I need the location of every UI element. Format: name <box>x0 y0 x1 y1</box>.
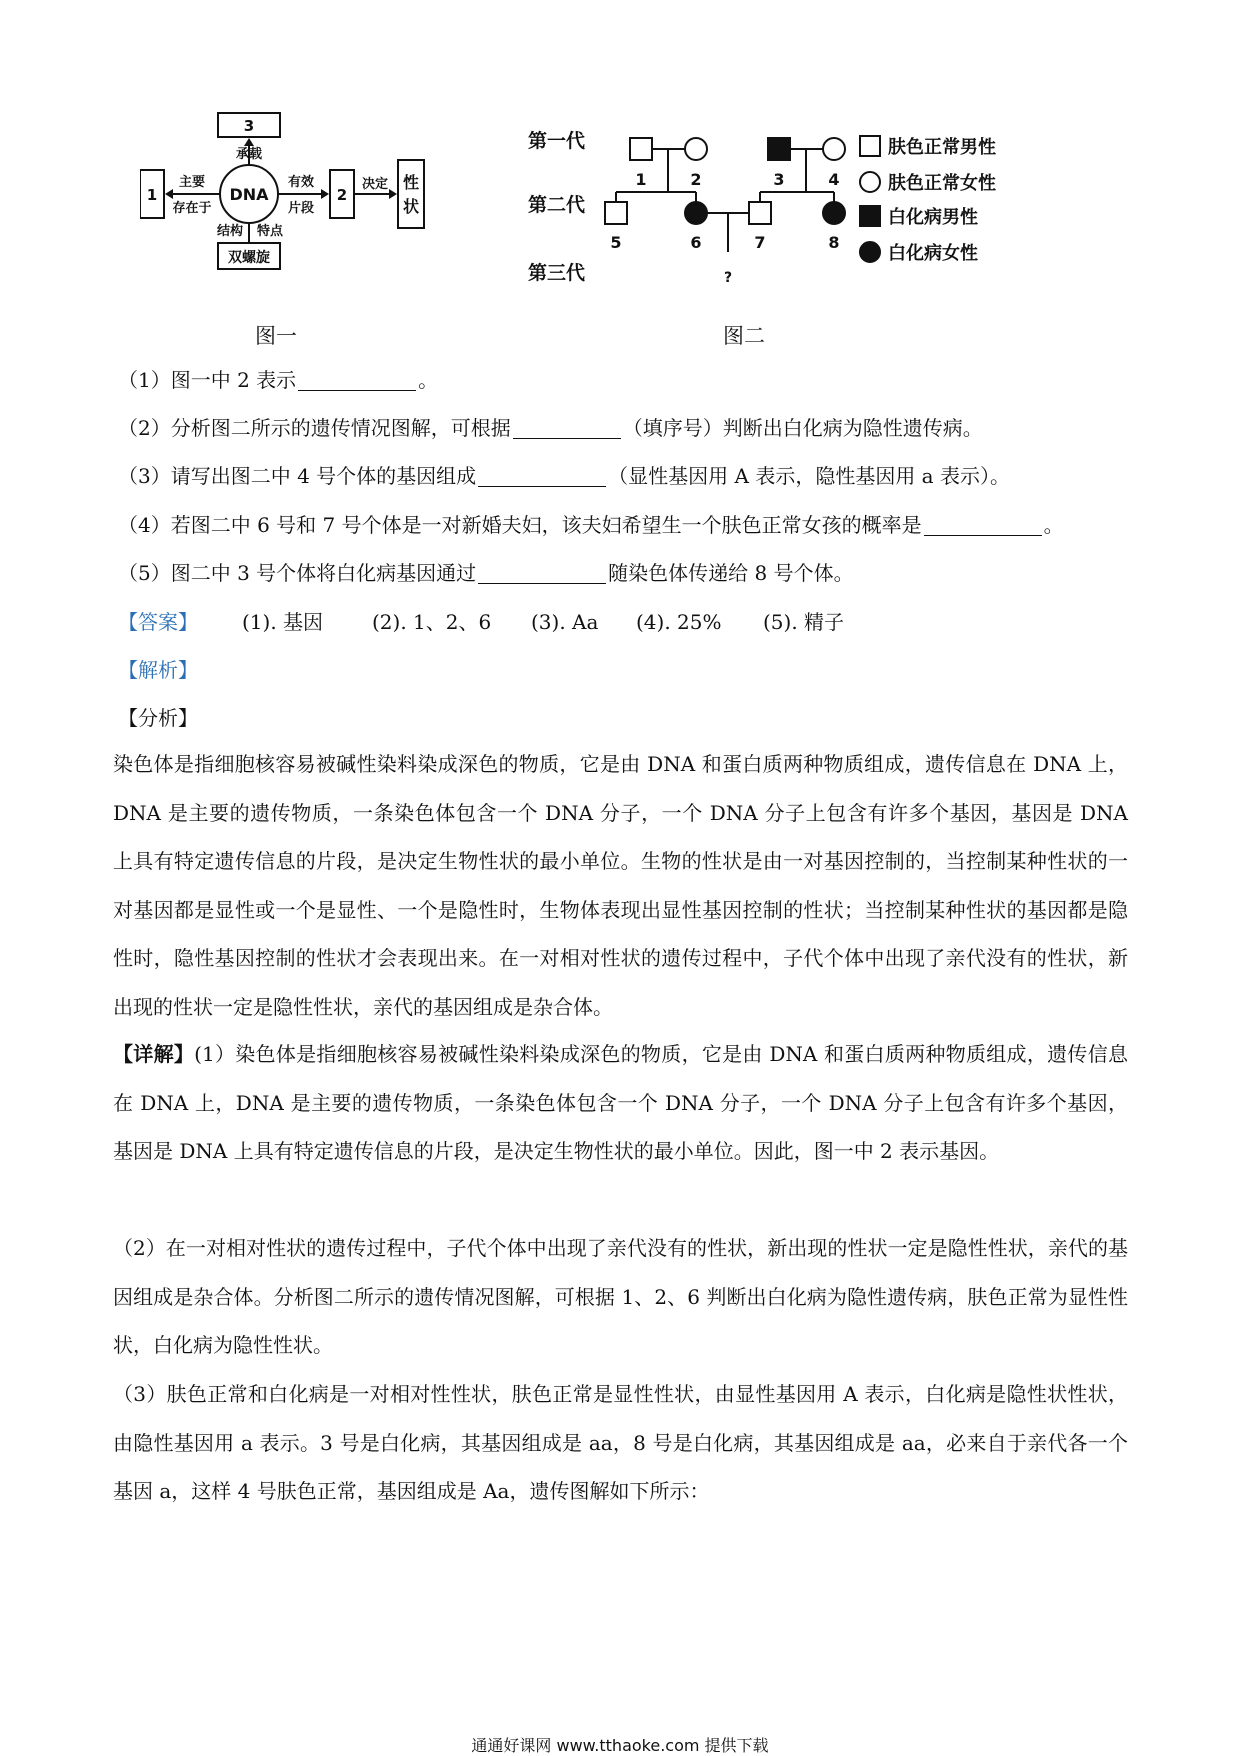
effective-label-1: 有效 <box>287 175 315 190</box>
question-3-text: （3）请写出图二中 4 号个体的基因组成 <box>118 464 477 488</box>
legend-normal-male: 肤色正常男性 <box>888 137 996 158</box>
analysis-paragraph: 染色体是指细胞核容易被碱性染料染成深色的物质，它是由 DNA 和蛋白质两种物质组成，遗传信息在 DNA 上，DNA 是主要的遗传物质，一条染色体包含一个 DNA 分子，一个 DNA 分子上包含有许多个基因，基因是 DNA 上具有特定遗传信息的片段，是决定生物性状的最小单位。生物的性状是由一对基因控制的，当控制某种性状的一对基因都是显性或一个是显性、一个是隐性时，生物体表现出显性基因控制的性状；当控制某种性状的基因都是隐性时，隐性基因控制的性状才会表现出来。在一对相对性状的遗传过程中，子代个体中出现了亲代没有的性状，新出现的性状一定是隐性性状，亲代的基因组成是杂合体。 <box>113 752 1128 1019</box>
trait-box <box>398 160 424 228</box>
legend-albino-male-icon <box>860 206 880 226</box>
label-2: 2 <box>690 170 702 189</box>
individual-7-normal-male <box>749 202 771 224</box>
figure-2-pedigree <box>520 122 1020 292</box>
feature-label: 特点 <box>256 224 284 239</box>
legend-albino-male: 白化病男性 <box>888 207 978 228</box>
question-1-text: （1）图一中 2 表示 <box>118 368 297 392</box>
detail-1-text: (1）染色体是指细胞核容易被碱性染料染成深色的物质，它是由 DNA 和蛋白质两种物质组成，遗传信息在 DNA 上，DNA 是主要的遗传物质，一条染色体包含一个 DNA 分子，一个 DNA 分子上包含有许多个基因，基因是 DNA 上具有特定遗传信息的片段，是决定生物性状的最小单位。因此，图一中 2 表示基因。 <box>113 1042 1128 1163</box>
box-3-label: 3 <box>243 117 255 135</box>
answer-item-3: (3). Aa <box>531 610 599 634</box>
main-label-2: 存在于 <box>172 201 212 216</box>
answer-item-4: (4). 25% <box>636 610 722 634</box>
structure-label: 结构 <box>216 224 244 239</box>
question-4-text: （4）若图二中 6 号和 7 号个体是一对新婚夫妇，该夫妇希望生一个肤色正常女孩的概率是 <box>118 513 922 537</box>
label-8: 8 <box>828 233 840 252</box>
jiexi-tag: 【解析】 <box>118 658 198 682</box>
question-3 <box>118 461 1010 491</box>
question-4 <box>118 510 1064 540</box>
question-1-end: 。 <box>418 368 439 392</box>
question-3-end: （显性基因用 A 表示，隐性基因用 a 表示）。 <box>608 464 1010 488</box>
label-7: 7 <box>754 233 766 252</box>
individual-3-albino-male <box>768 138 790 160</box>
individual-2-normal-female <box>685 138 707 160</box>
label-1: 1 <box>635 170 647 189</box>
label-6: 6 <box>690 233 702 252</box>
trait-label-2: 状 <box>402 197 420 216</box>
answer-item-5: (5). 精子 <box>763 610 845 634</box>
detail-paragraph-3: （3）肤色正常和白化病是一对相对性性状，肤色正常是显性性状，由显性基因用 A 表示，白化病是隐性状性状，由隐性基因用 a 表示。3 号是白化病，其基因组成是 aa，8 号是白化病，其基因组成是 aa，必来自于亲代各一个基因 a，这样 4 号肤色正常，基因组成是 Aa，遗传图解如下所示： <box>113 1382 1128 1503</box>
question-5-end: 随染色体传递给 8 号个体。 <box>608 561 854 585</box>
question-2 <box>118 413 983 443</box>
answer-blank-3 <box>478 466 606 487</box>
legend-albino-female-icon <box>860 242 880 262</box>
legend-normal-female-icon <box>860 172 880 192</box>
individual-8-albino-female <box>823 202 845 224</box>
trait-label-1: 性 <box>402 173 420 192</box>
question-4-end: 。 <box>1043 513 1064 537</box>
legend-normal-male-icon <box>860 136 880 156</box>
main-label-1: 主要 <box>178 175 206 190</box>
effective-label-2: 片段 <box>287 201 315 216</box>
answer-blank-4 <box>924 515 1042 536</box>
individual-6-albino-female <box>685 202 707 224</box>
label-3: 3 <box>773 170 785 189</box>
generation-1-label: 第一代 <box>528 130 586 152</box>
carry-label: 承载 <box>235 147 263 162</box>
question-2-end: （填序号）判断出白化病为隐性遗传病。 <box>622 416 983 440</box>
answer-tag: 【答案】 <box>118 610 198 634</box>
detail-tag: 【详解】 <box>113 1042 195 1066</box>
label-4: 4 <box>828 170 840 189</box>
answer-item-2: (2). 1、2、6 <box>372 610 492 634</box>
fenxi-tag: 【分析】 <box>118 706 198 730</box>
label-5: 5 <box>610 233 622 252</box>
question-5 <box>118 558 854 588</box>
legend-albino-female: 白化病女性 <box>888 243 978 264</box>
offspring-question-mark: ? <box>723 270 733 286</box>
answer-item-1: (1). 基因 <box>242 610 324 634</box>
dna-label: DNA <box>229 185 269 204</box>
generation-2-label: 第二代 <box>528 194 586 216</box>
box-2-label: 2 <box>336 186 348 204</box>
individual-1-normal-male <box>630 138 652 160</box>
question-2-text: （2）分析图二所示的遗传情况图解，可根据 <box>118 416 511 440</box>
answer-blank-1 <box>298 370 416 391</box>
box-1-label: 1 <box>146 186 158 204</box>
legend-normal-female: 肤色正常女性 <box>888 173 996 194</box>
question-5-text: （5）图二中 3 号个体将白化病基因通过 <box>118 561 477 585</box>
footer-credit: 通通好课网 www.tthaoke.com 提供下载 <box>471 1736 769 1755</box>
individual-5-normal-male <box>605 202 627 224</box>
individual-4-normal-female <box>823 138 845 160</box>
generation-3-label: 第三代 <box>528 262 586 284</box>
answer-blank-5 <box>478 563 606 584</box>
detail-paragraph-1 <box>113 1030 1128 1176</box>
figure-1-caption: 图一 <box>255 324 297 348</box>
detail-paragraph-2: （2）在一对相对性状的遗传过程中，子代个体中出现了亲代没有的性状，新出现的性状一定是隐性性状，亲代的基因组成是杂合体。分析图二所示的遗传情况图解，可根据 1、2、6 判断出白化病为隐性遗传病，肤色正常为显性性状，白化病为隐性性状。 <box>113 1236 1128 1357</box>
decide-label: 决定 <box>361 177 389 192</box>
figure-1-diagram <box>140 110 490 310</box>
figure-2-caption: 图二 <box>723 324 765 348</box>
question-1 <box>118 365 438 395</box>
answer-blank-2 <box>513 418 621 439</box>
double-helix-label: 双螺旋 <box>228 250 270 266</box>
